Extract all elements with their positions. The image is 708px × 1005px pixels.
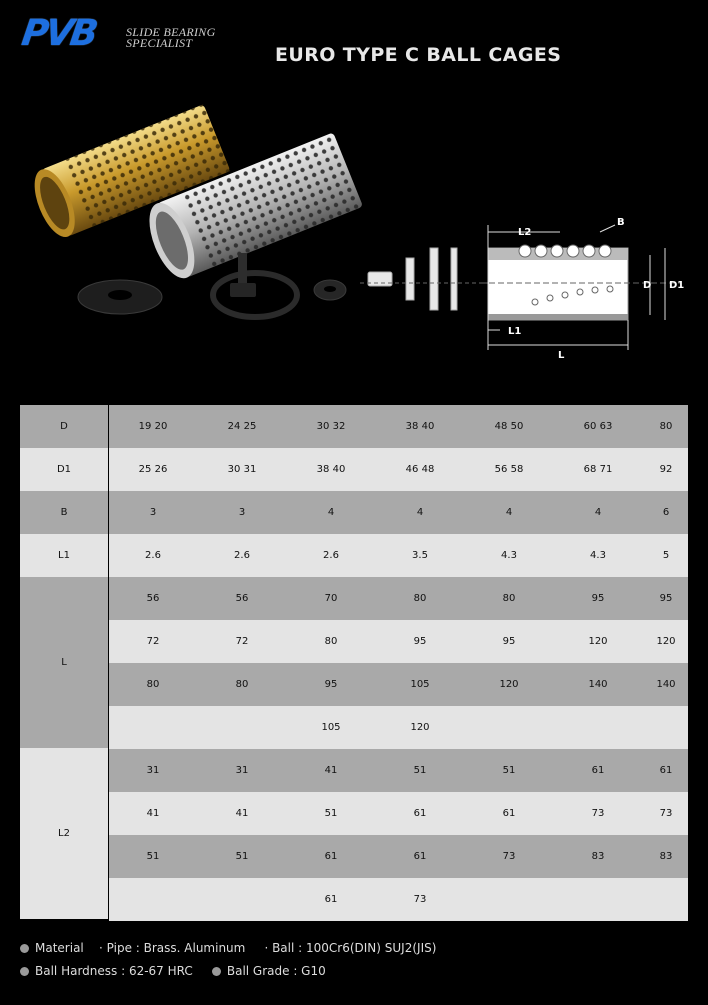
table-cell: 72 (235, 636, 249, 647)
table-cell: 24 25 (227, 421, 257, 432)
table-cell (469, 878, 549, 921)
table-cell: 95 (413, 636, 427, 647)
table-cell: 38 40 (316, 464, 346, 475)
table-cell: 51 (413, 765, 427, 776)
table-row (109, 491, 688, 534)
table-cell: 25 26 (138, 464, 168, 475)
table-cell: 51 (502, 765, 516, 776)
table-cell: 3 (149, 507, 157, 518)
table-row (109, 577, 688, 620)
dim-l1: L1 (508, 326, 522, 337)
table-cell: 30 31 (227, 464, 257, 475)
table-cell: 30 32 (316, 421, 346, 432)
row-header-b: B (20, 491, 108, 534)
table-row (109, 835, 688, 878)
table-cell: 73 (659, 808, 673, 819)
table-cell: 56 58 (494, 464, 524, 475)
header-divider (108, 405, 109, 919)
table-cell (626, 706, 706, 749)
row-header-l: L (20, 577, 108, 748)
table-cell (202, 878, 282, 921)
table-cell: 46 48 (405, 464, 435, 475)
logo-mark: PVB (19, 13, 98, 54)
table-cell: 80 (146, 679, 160, 690)
dim-d1: D1 (669, 280, 685, 291)
table-row (109, 534, 688, 577)
row-header-l1: L1 (20, 534, 108, 577)
table-cell: 41 (235, 808, 249, 819)
hardness-spec: Ball Hardness : 62-67 HRC (35, 964, 193, 978)
dim-l: L (558, 350, 565, 361)
table-cell: 83 (591, 851, 605, 862)
table-cell: 4 (505, 507, 513, 518)
table-cell: 19 20 (138, 421, 168, 432)
material-line (20, 941, 436, 955)
table-cell: 61 (502, 808, 516, 819)
table-row (109, 405, 688, 448)
table-cell (113, 706, 193, 749)
product-photo (20, 85, 390, 330)
table-cell: 4 (327, 507, 335, 518)
table-cell: 56 (235, 593, 249, 604)
table-cell: 140 (656, 679, 676, 690)
table-cell: 5 (662, 550, 670, 561)
dim-b: B (617, 217, 625, 228)
table-cell: 61 (413, 851, 427, 862)
row-header-d: D (20, 405, 108, 448)
table-cell: 80 (324, 636, 338, 647)
table-cell: 56 (146, 593, 160, 604)
dim-l2: L2 (518, 227, 532, 238)
table-cell: 6 (662, 507, 670, 518)
table-cell: 61 (659, 765, 673, 776)
table-cell: 120 (499, 679, 519, 690)
table-cell: 83 (659, 851, 673, 862)
table-cell: 95 (659, 593, 673, 604)
table-cell: 61 (324, 894, 338, 905)
table-cell: 3 (238, 507, 246, 518)
tagline-line-1: SLIDE BEARING (126, 25, 216, 39)
table-row (109, 792, 688, 835)
table-cell: 68 71 (583, 464, 613, 475)
bullet-icon (20, 944, 29, 953)
table-cell: 73 (413, 894, 427, 905)
table-cell: 61 (413, 808, 427, 819)
table-cell: 105 (321, 722, 341, 733)
table-cell: 140 (588, 679, 608, 690)
table-cell: 95 (502, 636, 516, 647)
technical-drawing (360, 210, 690, 375)
table-cell: 41 (146, 808, 160, 819)
table-cell: 4.3 (590, 550, 606, 561)
table-cell: 120 (588, 636, 608, 647)
table-cell: 51 (146, 851, 160, 862)
table-cell: 2.6 (145, 550, 161, 561)
row-header-l2: L2 (20, 748, 108, 919)
spec-table (20, 405, 688, 919)
table-cell: 73 (502, 851, 516, 862)
table-cell: 80 (413, 593, 427, 604)
table-cell: 80 (502, 593, 516, 604)
table-cell: 4 (594, 507, 602, 518)
tagline-line-2: SPECIALIST (126, 36, 193, 50)
row-header-d1: D1 (20, 448, 108, 491)
table-row (109, 878, 688, 921)
material-label: Material (35, 941, 84, 955)
table-row (109, 448, 688, 491)
table-cell: 3.5 (412, 550, 428, 561)
table-cell (469, 706, 549, 749)
bullet-icon (20, 967, 29, 976)
table-cell: 120 (410, 722, 430, 733)
table-cell (626, 878, 706, 921)
table-cell: 105 (410, 679, 430, 690)
brand-logo (19, 13, 242, 58)
table-cell: 80 (659, 421, 673, 432)
grade-spec: Ball Grade : G10 (226, 964, 326, 978)
table-row (109, 706, 688, 749)
table-cell: 2.6 (234, 550, 250, 561)
logo-tagline (126, 27, 216, 49)
table-cell: 72 (146, 636, 160, 647)
table-cell: 48 50 (494, 421, 524, 432)
ball-spec: · Ball : 100Cr6(DIN) SUJ2(JIS) (264, 941, 437, 955)
table-row (109, 663, 688, 706)
table-cell: 61 (591, 765, 605, 776)
table-cell: 2.6 (323, 550, 339, 561)
page-title: EURO TYPE C BALL CAGES (275, 44, 562, 66)
table-cell (202, 706, 282, 749)
table-cell: 95 (591, 593, 605, 604)
table-cell: 73 (591, 808, 605, 819)
table-cell: 60 63 (583, 421, 613, 432)
table-cell: 51 (324, 808, 338, 819)
hardness-line (20, 964, 326, 978)
table-cell: 31 (235, 765, 249, 776)
table-cell: 51 (235, 851, 249, 862)
pipe-spec: · Pipe : Brass. Aluminum (99, 941, 246, 955)
table-cell: 61 (324, 851, 338, 862)
table-cell: 41 (324, 765, 338, 776)
table-cell: 92 (659, 464, 673, 475)
table-cell (113, 878, 193, 921)
table-cell: 80 (235, 679, 249, 690)
table-row (109, 620, 688, 663)
dim-d: D (643, 280, 652, 291)
table-cell: 38 40 (405, 421, 435, 432)
table-cell: 4.3 (501, 550, 517, 561)
table-cell: 120 (656, 636, 676, 647)
table-row (109, 749, 688, 792)
table-cell: 31 (146, 765, 160, 776)
bullet-icon (212, 967, 221, 976)
table-cell: 4 (416, 507, 424, 518)
table-cell: 70 (324, 593, 338, 604)
table-cell: 95 (324, 679, 338, 690)
